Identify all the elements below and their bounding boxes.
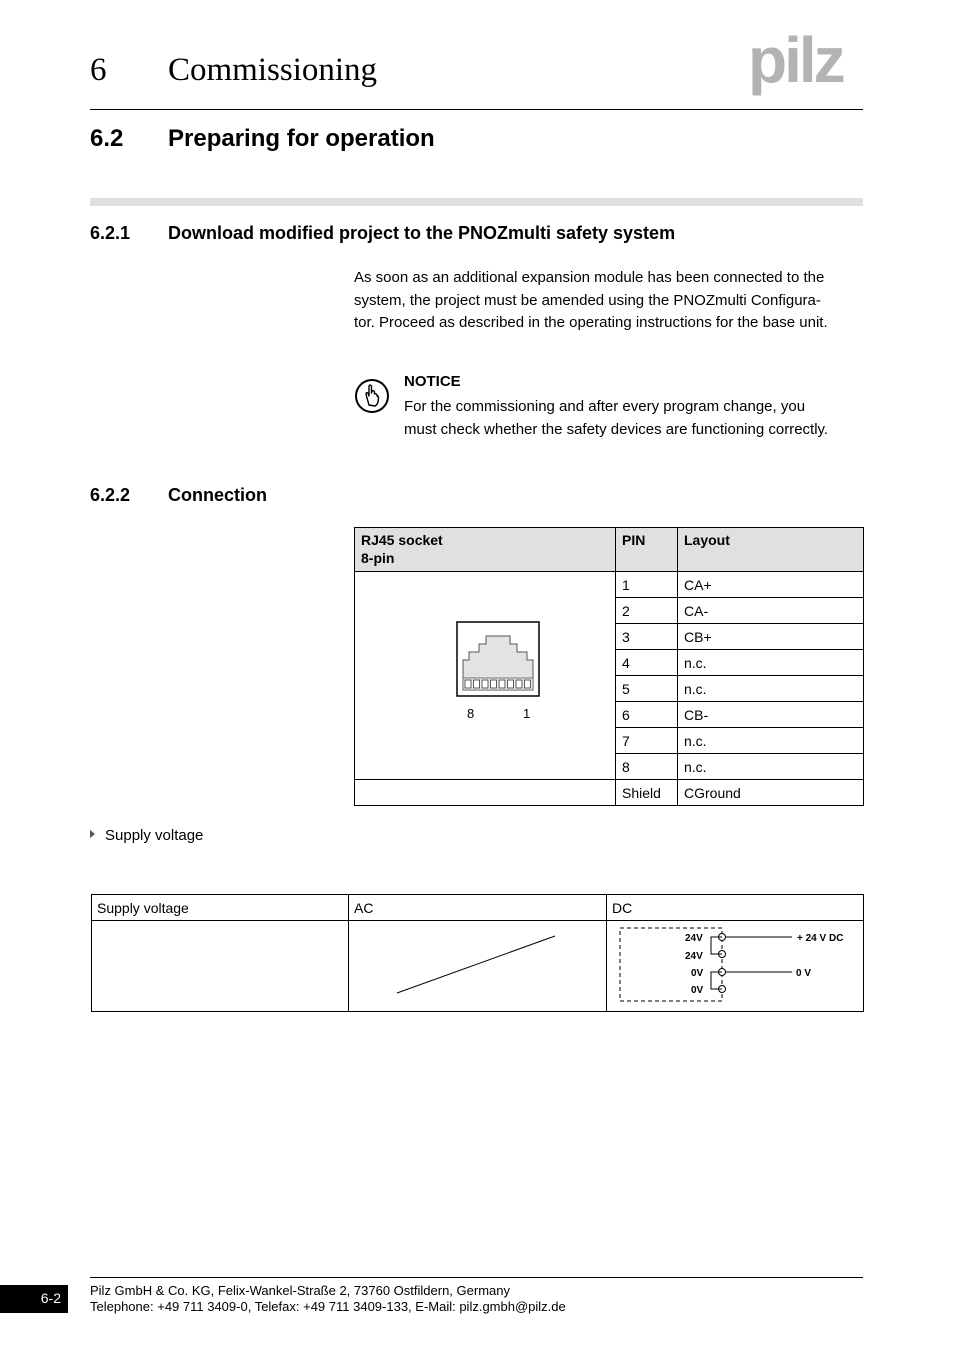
terminal-label: 24V [685,951,703,962]
header-socket-line1: RJ45 socket [361,532,443,548]
notice-heading: NOTICE [404,373,461,390]
subsection-number: 6.2.2 [90,485,131,505]
layout-cell: CA- [678,598,864,624]
pin-cell: 8 [616,754,678,780]
pin-cell: 2 [616,598,678,624]
layout-cell: n.c. [678,676,864,702]
intro-paragraph [354,267,866,335]
footer-address: Pilz GmbH & Co. KG, Felix-Wankel-Straße 2, 73760 Ostfildern, Germany [90,1283,510,1298]
rj45-socket-drawing [355,572,616,780]
table-header-row [355,528,864,572]
page-number: 6-2 [40,1290,61,1306]
subsection-title: Connection [168,485,267,505]
section-divider [90,198,863,206]
socket-label-right: 1 [523,706,531,721]
chapter-title: Commissioning [168,52,378,88]
layout-cell: n.c. [678,754,864,780]
dc-wiring-cell [607,921,864,1012]
hand-pointing-icon [354,378,390,414]
footer-contact: Telephone: +49 711 3409-0, Telefax: +49 711 3409-133, E-Mail: pilz.gmbh@pilz.de [90,1299,566,1314]
header-dc: DC [607,895,864,921]
section-number: 6.2 [90,125,124,152]
pin-cell: 6 [616,702,678,728]
pin-cell: 5 [616,676,678,702]
rj45-pin-table [354,527,864,806]
table-header-row [92,895,864,921]
chapter-number: 6 [90,52,107,88]
pin-cell: 1 [616,572,678,598]
supply-voltage-table [91,894,864,1012]
header-socket [355,528,616,572]
subsection-number: 6.2.1 [90,223,131,243]
paragraph-line: As soon as an additional expansion module has been connected to the [354,269,825,286]
pin-cell: 7 [616,728,678,754]
layout-cell: CA+ [678,572,864,598]
layout-cell: n.c. [678,650,864,676]
page-number-box [0,1285,68,1313]
empty-cell [92,921,349,1012]
pin-cell: 3 [616,624,678,650]
header-pin: PIN [616,528,678,572]
subsection-title: Download modified project to the PNOZmulti safety system [168,223,676,243]
paragraph-line: system, the project must be amended using the PNOZmulti Configura- [354,291,821,309]
header-layout: Layout [678,528,864,572]
layout-cell: CB+ [678,624,864,650]
diagonal-strike-icon [349,921,606,1011]
notice-text [404,396,874,441]
terminal-label: 0V [691,985,704,996]
header-ac: AC [349,895,607,921]
empty-cell [355,780,616,806]
notice-line: For the commissioning and after every program change, you [404,398,806,415]
dc-wiring-diagram [607,921,864,1011]
shield-row [355,780,864,806]
rj45-socket-icon [385,574,585,774]
layout-cell: n.c. [678,728,864,754]
footer-rule [90,1277,863,1278]
layout-cell: CB- [678,702,864,728]
dc-zero-label: 0 V [796,968,812,979]
ac-not-applicable-cell [349,921,607,1012]
notice-line: must check whether the safety devices are functioning correctly. [404,420,829,438]
header-supply-voltage: Supply voltage [92,895,349,921]
section-title: Preparing for operation [168,125,435,152]
triangle-right-icon [90,830,95,838]
table-row [355,572,864,598]
dc-plus-label: + 24 V DC [797,933,844,944]
bullet-text: Supply voltage [105,827,204,844]
layout-cell: CGround [678,780,864,806]
pin-cell: 4 [616,650,678,676]
terminal-label: 0V [691,968,704,979]
terminal-label: 24V [685,933,703,944]
table-row [92,921,864,1012]
header-rule [90,109,863,110]
socket-label-left: 8 [467,706,475,721]
pilz-logo: pilz [748,24,843,96]
pin-cell: Shield [616,780,678,806]
header-socket-line2: 8-pin [361,550,395,566]
paragraph-line: tor. Proceed as described in the operating instructions for the base unit. [354,314,828,331]
supply-voltage-bullet [90,827,203,844]
